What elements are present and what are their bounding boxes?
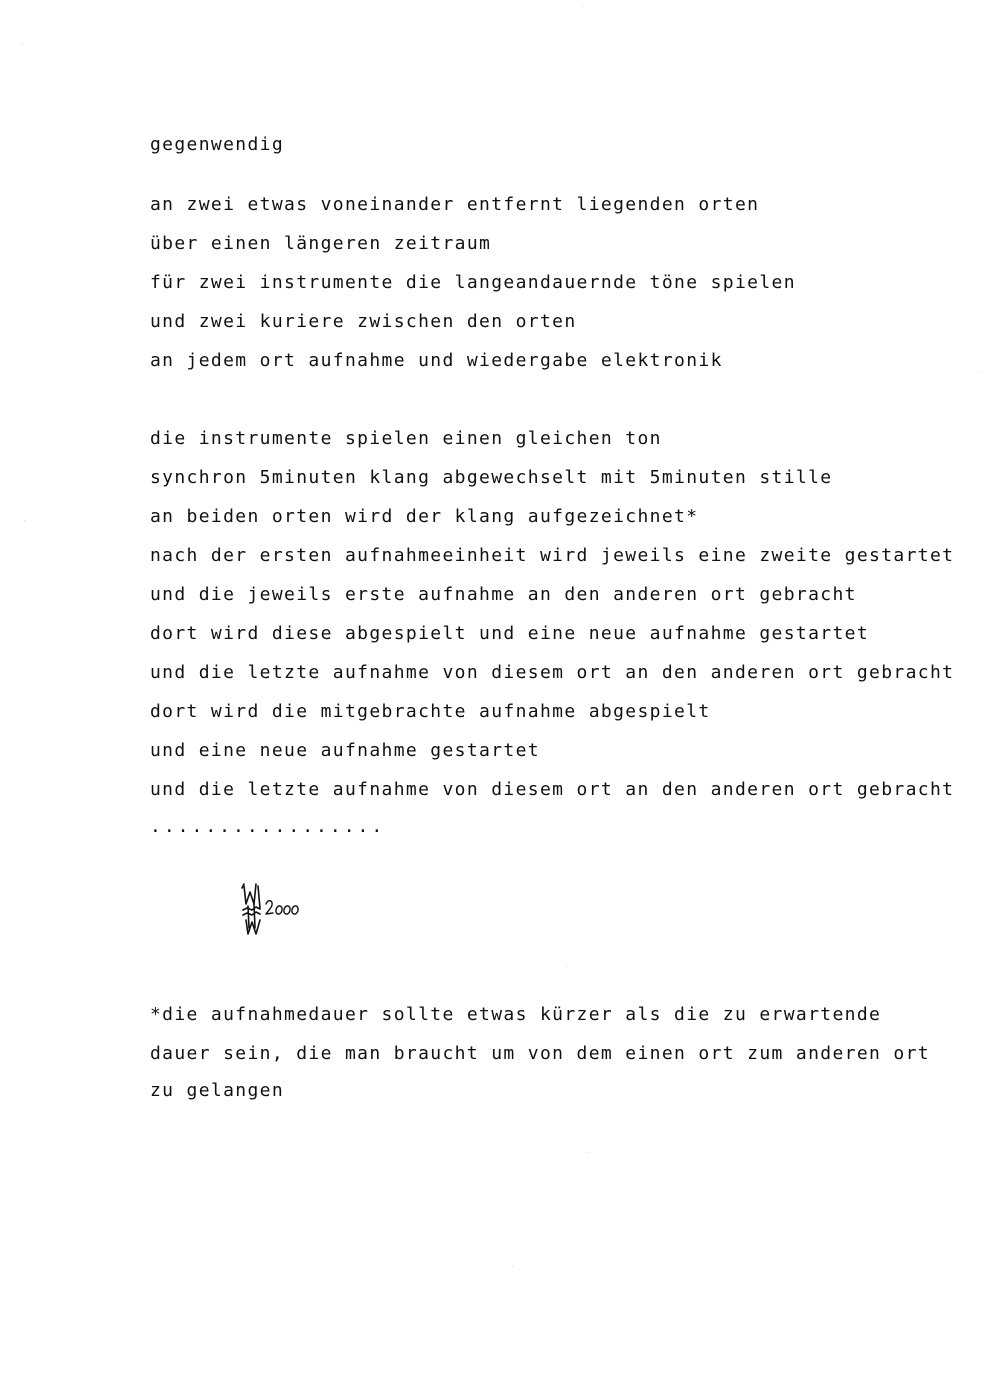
handwritten-signature	[238, 878, 308, 938]
stanza1-line-1: an zwei etwas voneinander entfernt liegenden orten	[150, 194, 760, 215]
footnote-line-2: dauer sein, die man braucht um von dem einen ort zum anderen ort	[150, 1043, 930, 1064]
stanza2-line-7: und die letzte aufnahme von diesem ort an den anderen ort gebracht	[150, 662, 955, 683]
continuation-dots: .................	[150, 816, 386, 837]
stanza2-line-2: synchron 5minuten klang abgewechselt mit 5minuten stille	[150, 467, 833, 488]
document-title: gegenwendig	[150, 134, 285, 155]
footnote-line-3: zu gelangen	[150, 1080, 285, 1101]
stanza2-line-9: und eine neue aufnahme gestartet	[150, 740, 540, 761]
stanza1-line-4: und zwei kuriere zwischen den orten	[150, 311, 577, 332]
footnote-line-1: *die aufnahmedauer sollte etwas kürzer als die zu erwartende	[150, 1004, 882, 1025]
stanza2-line-4: nach der ersten aufnahmeeinheit wird jeweils eine zweite gestartet	[150, 545, 955, 566]
stanza1-line-5: an jedem ort aufnahme und wiedergabe elektronik	[150, 350, 723, 371]
stanza1-line-3: für zwei instrumente die langeandauernde töne spielen	[150, 272, 796, 293]
stanza2-line-10: und die letzte aufnahme von diesem ort an den anderen ort gebracht	[150, 779, 955, 800]
stanza2-line-1: die instrumente spielen einen gleichen ton	[150, 428, 662, 449]
stanza2-line-8: dort wird die mitgebrachte aufnahme abgespielt	[150, 701, 711, 722]
stanza2-line-6: dort wird diese abgespielt und eine neue aufnahme gestartet	[150, 623, 870, 644]
stanza1-line-2: über einen längeren zeitraum	[150, 233, 492, 254]
signature-mark	[238, 878, 308, 938]
stanza2-line-5: und die jeweils erste aufnahme an den anderen ort gebracht	[150, 584, 857, 605]
stanza2-line-3: an beiden orten wird der klang aufgezeichnet*	[150, 506, 699, 527]
